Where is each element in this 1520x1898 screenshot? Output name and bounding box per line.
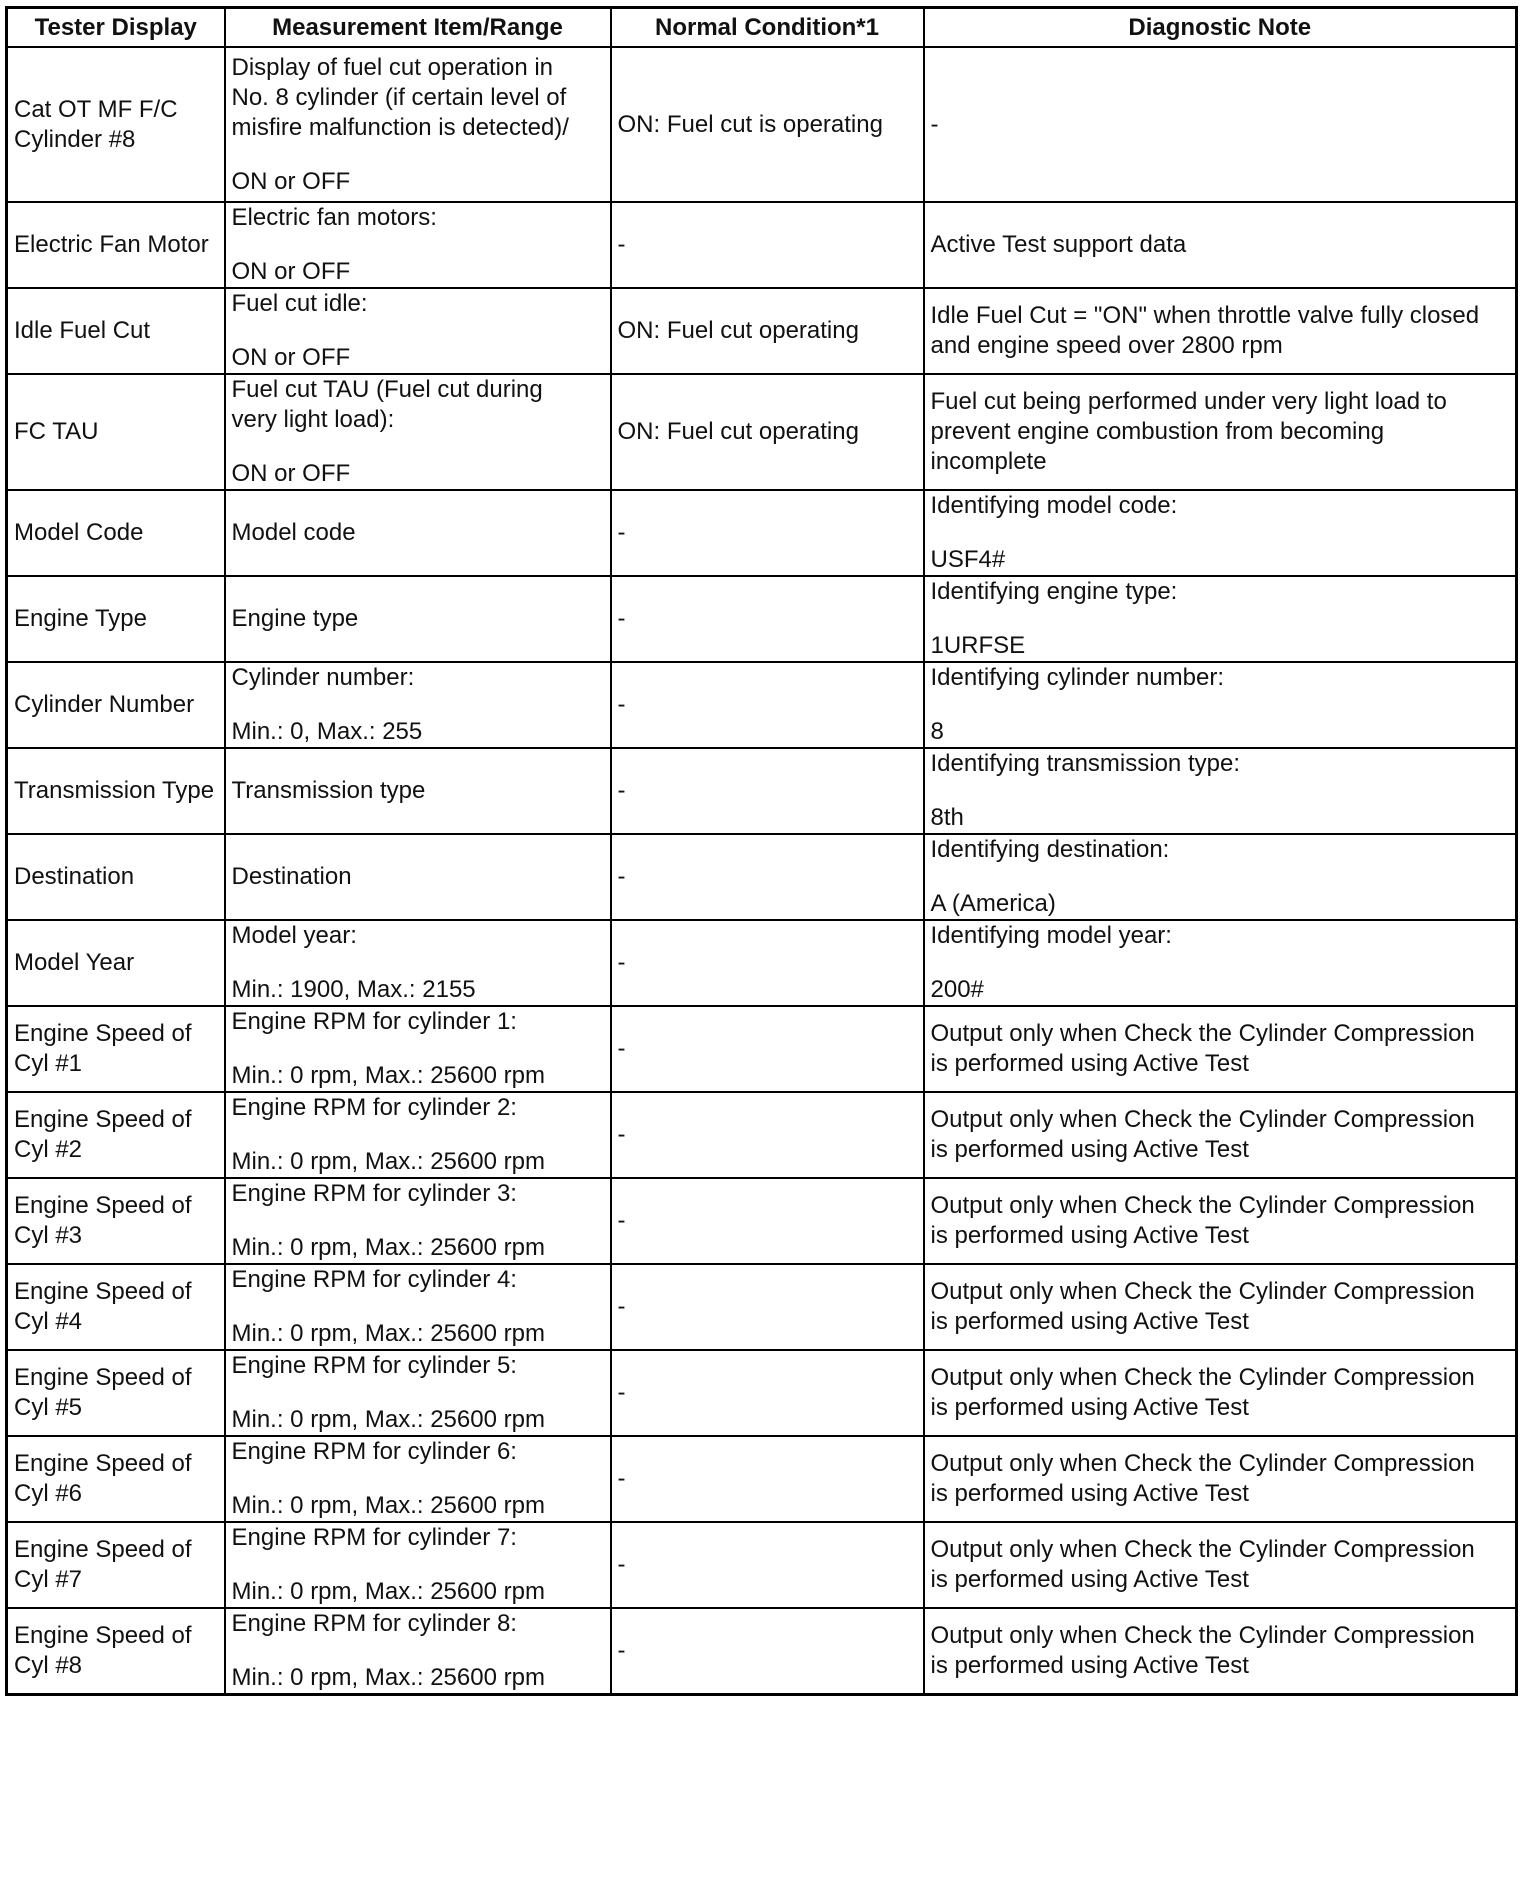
normal-condition-cell: ON: Fuel cut operating [611,288,924,374]
measurement-range: ON or OFF [231,258,351,285]
normal-condition-cell: - [611,834,924,920]
diagnostic-note-cell [924,1522,1517,1608]
measurement-range: ON or OFF [231,460,351,487]
diagnostic-text: is performed using Active Test [930,1308,1249,1335]
diagnostic-value: A (America) [930,890,1056,917]
spacer [931,521,1510,545]
table-row [7,920,1517,1006]
measurement-text: Engine RPM for cylinder 2: [231,1094,517,1121]
spacer [931,693,1510,717]
measurement-text: Engine RPM for cylinder 7: [231,1524,517,1551]
table-row [7,47,1517,202]
diagnostic-text: Idle Fuel Cut = "ON" when throttle valve fully closed [930,302,1480,329]
measurement-text: very light load): [231,406,395,433]
measurement-cell [225,748,611,834]
table-body [7,47,1517,1695]
spacer [232,951,604,975]
spacer [232,1553,604,1577]
diagnostic-note-cell [924,1092,1517,1178]
measurement-range: Min.: 0 rpm, Max.: 25600 rpm [231,1492,545,1519]
table-row [7,1608,1517,1695]
measurement-range: Min.: 0 rpm, Max.: 25600 rpm [231,1062,545,1089]
measurement-text: Engine RPM for cylinder 4: [231,1266,517,1293]
spacer [232,319,604,343]
diagnostic-heading: Identifying destination: [930,836,1170,863]
diagnostic-note-cell [924,1608,1517,1695]
measurement-text: Model year: [231,922,357,949]
normal-condition-cell: - [611,202,924,288]
tester-display-cell: Model Code [7,490,225,576]
diagnostic-text: is performed using Active Test [930,1652,1249,1679]
header-tester-display: Tester Display [7,8,225,48]
diagnostic-note-cell [924,47,1517,202]
diagnostic-value: USF4# [930,546,1006,573]
diagnostic-text: Output only when Check the Cylinder Compression [930,1364,1475,1391]
diagnostic-text: Output only when Check the Cylinder Compression [930,1622,1475,1649]
measurement-cell [225,1006,611,1092]
table-row [7,490,1517,576]
diagnostic-note-cell [924,1436,1517,1522]
table-row [7,1006,1517,1092]
tester-display-cell: Engine Speed of Cyl #4 [7,1264,225,1350]
diagnostic-text: incomplete [930,448,1047,475]
table-row [7,1092,1517,1178]
diagnostic-note-cell [924,1178,1517,1264]
measurement-range: Min.: 1900, Max.: 2155 [231,976,476,1003]
diagnostic-text: Output only when Check the Cylinder Compression [930,1192,1475,1219]
measurement-text: Display of fuel cut operation in [231,53,554,81]
spacer [931,779,1510,803]
measurement-text: Engine RPM for cylinder 1: [231,1008,517,1035]
measurement-range: Min.: 0 rpm, Max.: 25600 rpm [231,1664,545,1691]
spacer [232,1037,604,1061]
diagnostic-text: and engine speed over 2800 rpm [930,332,1283,359]
diagnostic-text: Fuel cut being performed under very light load to [930,388,1447,415]
spacer [232,1639,604,1663]
spacer [232,1295,604,1319]
diagnostic-heading: Identifying transmission type: [930,750,1240,777]
tester-display-cell: Model Year [7,920,225,1006]
tester-display-cell: Transmission Type [7,748,225,834]
normal-condition-cell: - [611,576,924,662]
diagnostic-heading: Identifying engine type: [930,578,1178,605]
tester-display-cell: Destination [7,834,225,920]
normal-condition-cell: - [611,1178,924,1264]
diagnostic-text: is performed using Active Test [930,1394,1249,1421]
table-row [7,1264,1517,1350]
diagnostic-note-cell [924,1264,1517,1350]
diagnostic-text: Output only when Check the Cylinder Compression [930,1278,1475,1305]
measurement-text: No. 8 cylinder (if certain level of [231,83,567,111]
table-row [7,662,1517,748]
spacer [931,607,1510,631]
diagnostic-value: 1URFSE [930,632,1026,659]
table-row [7,374,1517,490]
measurement-text: Fuel cut idle: [231,290,368,317]
header-normal-condition: Normal Condition*1 [611,8,924,48]
measurement-cell [225,1092,611,1178]
tester-display-cell: Engine Speed of Cyl #1 [7,1006,225,1092]
diagnostic-text: Active Test support data [930,231,1187,258]
measurement-text: Engine type [231,605,359,632]
data-list-table-container [5,6,1518,1696]
diagnostic-text: Output only when Check the Cylinder Compression [930,1536,1475,1563]
tester-display-cell: Engine Speed of Cyl #6 [7,1436,225,1522]
tester-display-cell: Engine Speed of Cyl #8 [7,1608,225,1695]
measurement-cell [225,1608,611,1695]
measurement-text: Cylinder number: [231,664,415,691]
normal-condition-cell: - [611,1264,924,1350]
diagnostic-value: 8 [930,718,944,745]
diagnostic-text: - [930,110,939,138]
diagnostic-value: 200# [930,976,984,1003]
measurement-cell [225,662,611,748]
normal-condition-cell: ON: Fuel cut is operating [611,47,924,202]
diagnostic-note-cell [924,1006,1517,1092]
measurement-range: Min.: 0 rpm, Max.: 25600 rpm [231,1148,545,1175]
table-row [7,576,1517,662]
measurement-range: Min.: 0 rpm, Max.: 25600 rpm [231,1578,545,1605]
measurement-cell [225,1436,611,1522]
measurement-text: Fuel cut TAU (Fuel cut during [231,376,543,403]
diagnostic-note-cell [924,374,1517,490]
measurement-text: Electric fan motors: [231,204,437,231]
measurement-cell [225,1522,611,1608]
spacer [232,1467,604,1491]
tester-display-cell: Engine Speed of Cyl #3 [7,1178,225,1264]
normal-condition-cell: - [611,1350,924,1436]
normal-condition-cell: - [611,748,924,834]
measurement-cell [225,202,611,288]
diagnostic-note-cell [924,662,1517,748]
normal-condition-cell: - [611,662,924,748]
table-row [7,834,1517,920]
measurement-range: ON or OFF [231,167,351,195]
tester-display-cell: Idle Fuel Cut [7,288,225,374]
spacer [232,1123,604,1147]
diagnostic-heading: Identifying model code: [930,492,1178,519]
diagnostic-note-cell [924,748,1517,834]
diagnostic-text: prevent engine combustion from becoming [930,418,1385,445]
table-row [7,288,1517,374]
diagnostic-text: is performed using Active Test [930,1050,1249,1077]
spacer [931,951,1510,975]
tester-display-cell: Engine Speed of Cyl #5 [7,1350,225,1436]
tester-display-cell: Cylinder Number [7,662,225,748]
spacer [232,1209,604,1233]
measurement-text: misfire malfunction is detected)/ [231,113,569,141]
table-row [7,1436,1517,1522]
measurement-cell [225,288,611,374]
diagnostic-heading: Identifying model year: [930,922,1172,949]
table-row [7,202,1517,288]
measurement-cell [225,1264,611,1350]
table-row [7,1522,1517,1608]
normal-condition-cell: - [611,490,924,576]
measurement-text: Model code [231,519,356,546]
diagnostic-text: Output only when Check the Cylinder Compression [930,1450,1475,1477]
normal-condition-cell: - [611,1006,924,1092]
measurement-cell [225,920,611,1006]
table-row [7,1350,1517,1436]
measurement-text: Engine RPM for cylinder 5: [231,1352,517,1379]
measurement-range: ON or OFF [231,344,351,371]
normal-condition-cell: - [611,1092,924,1178]
diagnostic-note-cell [924,490,1517,576]
measurement-range: Min.: 0 rpm, Max.: 25600 rpm [231,1406,545,1433]
diagnostic-note-cell [924,288,1517,374]
diagnostic-heading: Identifying cylinder number: [930,664,1224,691]
header-measurement-item: Measurement Item/Range [225,8,611,48]
diagnostic-text: Output only when Check the Cylinder Compression [930,1020,1475,1047]
measurement-cell [225,374,611,490]
spacer [931,865,1510,889]
spacer [232,435,604,459]
normal-condition-cell: ON: Fuel cut operating [611,374,924,490]
measurement-cell [225,834,611,920]
measurement-range: Min.: 0 rpm, Max.: 25600 rpm [231,1320,545,1347]
measurement-cell [225,1350,611,1436]
measurement-range: Min.: 0, Max.: 255 [231,718,423,745]
diagnostic-note-cell [924,202,1517,288]
diagnostic-text: Output only when Check the Cylinder Compression [930,1106,1475,1133]
normal-condition-cell: - [611,1522,924,1608]
tester-display-cell: FC TAU [7,374,225,490]
spacer [232,693,604,717]
diagnostic-note-cell [924,1350,1517,1436]
spacer [232,233,604,257]
tester-display-cell: Cat OT MF F/C Cylinder #8 [7,47,225,202]
spacer [232,143,604,167]
table-header-row [7,8,1517,48]
tester-display-cell: Engine Type [7,576,225,662]
measurement-text: Engine RPM for cylinder 8: [231,1610,517,1637]
measurement-text: Transmission type [231,777,426,804]
measurement-cell [225,490,611,576]
data-list-table [5,6,1518,1696]
measurement-text: Engine RPM for cylinder 3: [231,1180,517,1207]
table-row [7,1178,1517,1264]
normal-condition-cell: - [611,920,924,1006]
diagnostic-value: 8th [930,804,964,831]
diagnostic-note-cell [924,920,1517,1006]
diagnostic-note-cell [924,576,1517,662]
diagnostic-text: is performed using Active Test [930,1136,1249,1163]
measurement-range: Min.: 0 rpm, Max.: 25600 rpm [231,1234,545,1261]
diagnostic-note-cell [924,834,1517,920]
diagnostic-text: is performed using Active Test [930,1480,1249,1507]
normal-condition-cell: - [611,1436,924,1522]
table-row [7,748,1517,834]
tester-display-cell: Engine Speed of Cyl #7 [7,1522,225,1608]
spacer [232,1381,604,1405]
measurement-cell [225,47,611,202]
header-diagnostic-note: Diagnostic Note [924,8,1517,48]
measurement-cell [225,1178,611,1264]
tester-display-cell: Electric Fan Motor [7,202,225,288]
diagnostic-text: is performed using Active Test [930,1222,1249,1249]
measurement-text: Destination [231,863,352,890]
tester-display-cell: Engine Speed of Cyl #2 [7,1092,225,1178]
diagnostic-text: is performed using Active Test [930,1566,1249,1593]
measurement-cell [225,576,611,662]
measurement-text: Engine RPM for cylinder 6: [231,1438,517,1465]
normal-condition-cell: - [611,1608,924,1695]
